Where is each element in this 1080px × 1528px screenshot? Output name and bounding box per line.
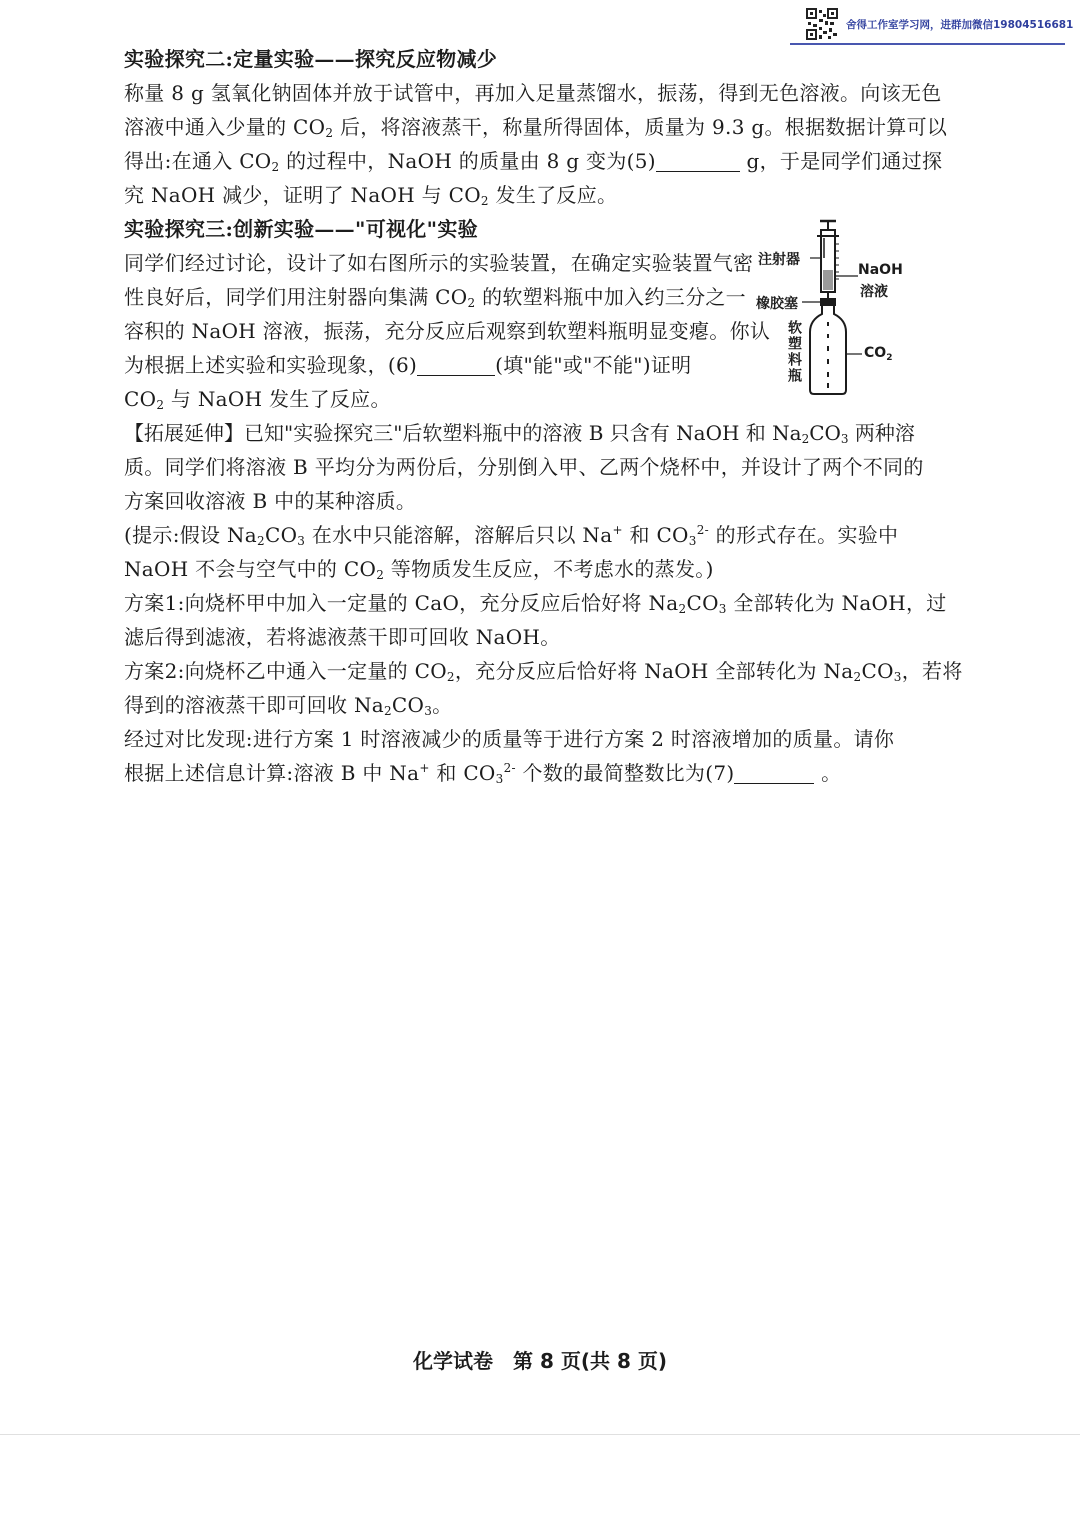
co2-label: $CO_2$ [864,345,893,363]
watermark-header [790,6,1074,44]
paragraph-line: 同学们经过讨论，设计了如右图所示的实验装置，在确定实验装置气密 [124,251,754,275]
paragraph-line: 容积的 NaOH 溶液，振荡，充分反应后观察到软塑料瓶明显变瘪。你认 [124,319,771,343]
section-heading-2: 实验探究二:定量实验——探究反应物减少 [124,47,498,71]
paragraph-line: 方案1:向烧杯甲中加入一定量的 CaO，充分反应后恰好将 $Na_2CO_3$ 全部转化为 NaOH，过 [124,591,947,616]
paragraph-line: 得出:在通入 $CO_2$ 的过程中，NaOH 的质量由 8 g 变为(5) g，于是同学们通过探 [124,149,943,174]
paragraph-line: 溶液中通入少量的 $CO_2$ 后，将溶液蒸干，称量所得固体，质量为 9.3 g。根据数据计算可以 [124,115,948,140]
paragraph-line: 【拓展延伸】已知"实验探究三"后软塑料瓶中的溶液 B 只含有 NaOH 和 $Na_2CO_3$ 两种溶 [124,421,915,446]
paragraph-line: (提示:假设 $Na_2CO_3$ 在水中只能溶解，溶解后只以 Na+ 和 $CO_3^{2-}$ 的形式存在。实验中 [124,523,899,548]
apparatus-figure [748,218,908,398]
answer-blank-5[interactable] [656,149,740,172]
bottle-label: 软塑料瓶 [786,320,802,384]
solution-label: 溶液 [860,284,888,300]
question-body [124,42,963,790]
section-heading-3: 实验探究三:创新实验——"可视化"实验 [124,217,478,241]
paragraph-line: 经过对比发现:进行方案 1 时溶液减少的质量等于进行方案 2 时溶液增加的质量。请你 [124,727,895,751]
paragraph-line: 质。同学们将溶液 B 平均分为两份后，分别倒入甲、乙两个烧杯中，并设计了两个不同的 [124,455,924,479]
syringe-label: 注射器 [758,252,800,268]
answer-blank-6[interactable] [417,353,495,376]
page-footer: 化学试卷 第 8 页(共 8 页) [413,1349,667,1373]
paragraph-line: 称量 8 g 氢氧化钠固体并放于试管中，再加入足量蒸馏水，振荡，得到无色溶液。向该无色 [124,81,942,105]
paragraph-line: 得到的溶液蒸干即可回收 $Na_2CO_3$。 [124,693,453,718]
answer-blank-7[interactable] [734,761,814,784]
paragraph-line: $CO_2$ 与 NaOH 发生了反应。 [124,387,391,412]
paragraph-line: 为根据上述实验和实验现象，(6) (填"能"或"不能")证明 [124,353,692,377]
watermark-text: 舍得工作室学习网，进群加微信19804516681 [846,19,1074,31]
paragraph-line: 究 NaOH 减少，证明了 NaOH 与 $CO_2$ 发生了反应。 [124,183,618,208]
paragraph-line: 方案回收溶液 B 中的某种溶质。 [124,489,417,513]
stopper-label: 橡胶塞 [756,296,798,312]
paragraph-line: 滤后得到滤液，若将滤液蒸干即可回收 NaOH。 [124,625,561,649]
paragraph-line: 根据上述信息计算:溶液 B 中 Na+ 和 $CO_3^{2-}$ 个数的最简整数比为(7) 。 [124,761,842,786]
paragraph-line: NaOH 不会与空气中的 $CO_2$ 等物质发生反应，不考虑水的蒸发。) [124,557,714,582]
page-bottom-edge [0,1434,1080,1435]
paragraph-line: 性良好后，同学们用注射器向集满 $CO_2$ 的软塑料瓶中加入约三分之一 [124,285,746,310]
paragraph-line: 方案2:向烧杯乙中通入一定量的 $CO_2$，充分反应后恰好将 NaOH 全部转化为 $Na_2CO_3$，若将 [124,659,963,684]
naoh-label: NaOH [858,262,903,278]
qr-code-icon [806,8,838,40]
